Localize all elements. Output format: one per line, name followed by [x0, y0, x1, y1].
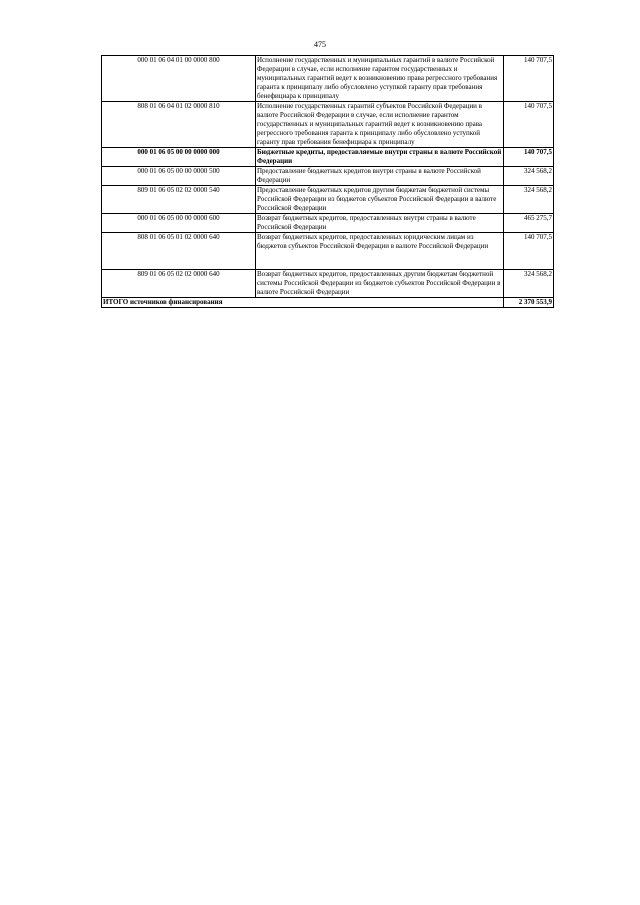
- amount-cell: 140 707,5: [504, 233, 554, 270]
- budget-code-cell: 809 01 06 05 02 02 0000 540: [102, 186, 256, 214]
- amount-cell: 324 568,2: [504, 270, 554, 298]
- budget-code-cell: 000 01 06 05 00 00 0000 500: [102, 167, 256, 186]
- description-cell: [256, 233, 504, 270]
- description-cell: Возврат бюджетных кредитов, предоставленных другим бюджетам бюджетной системы Российской Федерации из бюджетов субъектов Российской Федерации в валюте Российской Федерации: [256, 270, 504, 298]
- budget-code-cell: 000 01 06 04 01 00 0000 800: [102, 56, 256, 102]
- total-label: ИТОГО источников финансирования: [102, 298, 504, 308]
- table-row: [102, 186, 554, 214]
- total-amount: 2 370 553,9: [504, 298, 554, 308]
- description-cell: Предоставление бюджетных кредитов другим бюджетам бюджетной системы Российской Федерации из бюджетов субъектов Российской Федерации в валюте Российской Федерации: [256, 186, 504, 214]
- amount-cell: 324 568,2: [504, 186, 554, 214]
- amount-cell: 140 707,5: [504, 102, 554, 148]
- table-row-section-header: [102, 148, 554, 167]
- description-cell: Бюджетные кредиты, предоставляемые внутри страны в валюте Российской Федерации: [256, 148, 504, 167]
- budget-code-cell: 809 01 06 05 02 02 0000 640: [102, 270, 256, 298]
- sources-of-financing-table: [101, 55, 554, 308]
- budget-code-cell: 808 01 06 05 01 02 0000 640: [102, 233, 256, 270]
- table-row: [102, 56, 554, 102]
- budget-code-cell: 808 01 06 04 01 02 0000 810: [102, 102, 256, 148]
- amount-cell: 140 707,5: [504, 148, 554, 167]
- table-row: [102, 167, 554, 186]
- table-row: [102, 233, 554, 270]
- description-cell: Исполнение государственных гарантий субъектов Российской Федерации в валюте Российской Федерации в случае, если исполнение гарантом государственных и муниципальных гарантий ведет к возникновению права регрессного требования гаранта к принципалу либо обусловлено уступкой гаранту прав требования бенефициара к принципалу: [256, 102, 504, 148]
- amount-cell: 324 568,2: [504, 167, 554, 186]
- table-row: [102, 270, 554, 298]
- description-cell: Исполнение государственных и муниципальных гарантий в валюте Российской Федерации в случае, если исполнение гарантом государственных и муниципальных гарантий ведет к возникновению права регрессного требования гаранта к принципалу либо обусловлено уступкой гаранту прав требования бенефициара к принципалу: [256, 56, 504, 102]
- budget-code-cell: 000 01 06 05 00 00 0000 000: [102, 148, 256, 167]
- description-text: Возврат бюджетных кредитов, предоставленных юридическим лицам из бюджетов субъектов Российской Федерации в валюте Российской Федерации: [257, 233, 489, 250]
- description-cell: Предоставление бюджетных кредитов внутри страны в валюте Российской Федерации: [256, 167, 504, 186]
- amount-cell: 465 275,7: [504, 214, 554, 233]
- budget-code-cell: 000 01 06 05 00 00 0000 600: [102, 214, 256, 233]
- description-cell: Возврат бюджетных кредитов, предоставленных внутри страны в валюте Российской Федерации: [256, 214, 504, 233]
- table-row: [102, 102, 554, 148]
- page-number: 475: [314, 40, 326, 49]
- table-row-total: [102, 298, 554, 308]
- table-row: [102, 214, 554, 233]
- amount-cell: 140 707,5: [504, 56, 554, 102]
